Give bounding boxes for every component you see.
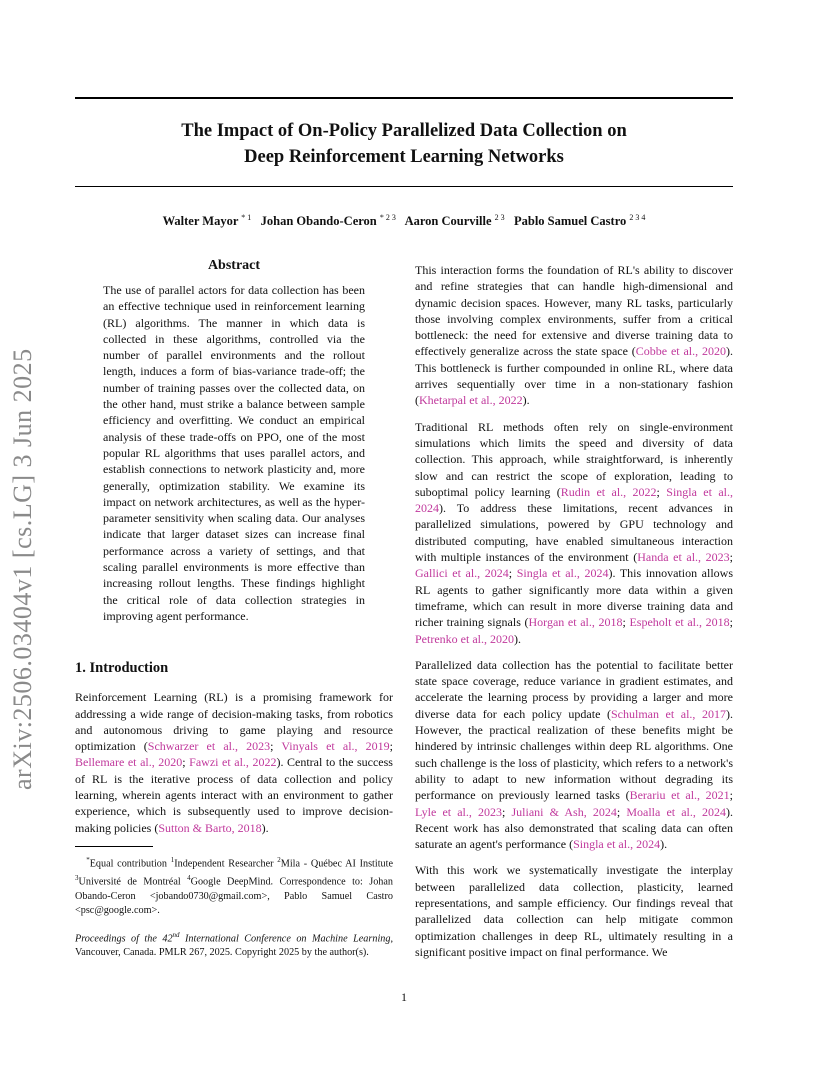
text-run: Equal contribution — [89, 858, 171, 870]
text-run: ). To address these limitations, recent advances in parallelized simulations, powered by GPU technology and distributed computing, have enabled simultaneous interaction with multiple instances of the environment ( — [415, 501, 733, 565]
text-run: Parallelized data collection has the potential to facilitate better state space coverage, reduce variance in gradient estimates, and accelerate the learning process by providing a larger and more diverse data for each policy update ( — [415, 657, 733, 721]
text-run: ; — [729, 788, 733, 803]
text-run: ; — [508, 566, 517, 581]
text-run: Reinforcement Learning (RL) is a promising framework for addressing a wide range of decision-making tasks, from robotics and autonomous driving to game playing and resource optimization ( — [75, 690, 393, 754]
title-line-2: Deep Reinforcement Learning Networks — [244, 147, 564, 167]
proceedings-note — [75, 928, 393, 960]
text-run: ; — [270, 739, 282, 754]
text-run: This interaction forms the foundation of RL's ability to discover and refine strategies that can handle high-dimensional and dynamic decision spaces. However, many RL tasks, particularly those involving complex environments, suffer from a critical bottleneck: the need for extensive and diverse training data to effectively generalize across the state space ( — [415, 263, 733, 359]
text-run: ). — [522, 393, 530, 408]
text-run: 42 — [162, 933, 173, 945]
citation-link[interactable]: Horgan et al., 2018 — [528, 615, 623, 630]
citation-link[interactable]: Bellemare et al., 2020 — [75, 755, 183, 770]
body-paragraph: With this work we systematically investigate the interplay between parallelized data collection, plasticity, learned representations, and sample efficiency. Our findings reveal that parallelized data collection can help mitigate common optimization challenges in deep RL, ultimately resulting in a significant positive impact on final performance. We — [415, 863, 733, 959]
citation-link[interactable]: Rudin et al., 2022 — [560, 484, 657, 499]
text-run: ). — [660, 837, 668, 852]
paper-title — [75, 118, 733, 170]
abstract-text: The use of parallel actors for data collection has been an effective technique used in reinforcement learning (RL) algorithms. The manner in which data is collected in these algorithms, controlled via the number of parallel environments and the rollout length, induces a form of bias-variance trade-off; the number of training passes over the collected data, on the other hand, must strike a balance between sample efficiency and overfitting. We conduct an empirical analysis of these trade-offs on PPO, one of the most popular RL algorithms that uses parallel actors, and establish connections to network plasticity and, more generally, optimization stability. We examine its impact on network architectures, as well as the hyper-parameter sensitivity when scaling data. Our analyses indicate that larger dataset sizes can increase final performance across a variety of settings, and that scaling parallel environments is more effective than increasing rollout lengths. These findings highlight the critical role of data collection strategies in improving agent performance. — [103, 283, 365, 623]
intro-paragraph — [75, 689, 393, 836]
author-name: Aaron Courville — [404, 214, 492, 229]
text-run: nd — [172, 930, 180, 939]
text-run: ). — [261, 820, 269, 835]
text-run: ). This bottleneck is further compounded in online RL, where data arrives sequentially over time in a non-stationary fashion ( — [415, 344, 733, 408]
text-run: ; — [389, 739, 393, 754]
text-run: Proceedings of the — [75, 933, 163, 945]
text-run: , Vancouver, Canada. PMLR 267, 2025. Copyright 2025 by the author(s). — [75, 933, 394, 959]
author-name: Walter Mayor — [162, 214, 239, 229]
citation-link[interactable]: Singla et al., 2024 — [415, 484, 733, 516]
body-paragraph — [415, 419, 733, 647]
text-run: ; — [182, 755, 190, 770]
text-run: Independent Researcher — [174, 858, 278, 870]
author-affil: * 2 3 — [379, 213, 396, 222]
right-column — [415, 262, 733, 970]
affiliation-footnote: *Equal contribution $^1$Independent Researcher $^2$Mila - Québec AI Institute $^3$Université de Montréal $^4$Google DeepMind. Correspondence to: Johan Obando-Ceron <jobando0730@gmail.com>, Pablo Samuel Castro <psc@google.com>. — [75, 855, 393, 916]
citation-link[interactable]: Petrenko et al., 2020 — [415, 631, 514, 646]
body-paragraph — [415, 262, 733, 409]
author-name: Pablo Samuel Castro — [514, 214, 627, 229]
arxiv-watermark: arXiv:2506.03404v1 [cs.LG] 3 Jun 2025 — [8, 348, 37, 790]
title-line-1: The Impact of On-Policy Parallelized Data Collection on — [181, 121, 627, 141]
citation-link[interactable]: Singla et al., 2024 — [573, 837, 661, 852]
text-run: Google DeepMind. Correspondence to: Johan Obando-Ceron <jobando0730@gmail.com>, Pablo Samuel Castro <psc@google.com>. — [75, 876, 393, 916]
text-run: ; — [729, 550, 733, 565]
citation-link[interactable]: Juliani & Ash, 2024 — [511, 804, 617, 819]
citation-link[interactable]: Handa et al., 2023 — [637, 550, 730, 565]
author-name: Johan Obando-Ceron — [260, 214, 377, 229]
citation-link[interactable]: Sutton & Barto, 2018 — [158, 820, 262, 835]
citation-link[interactable]: Gallici et al., 2024 — [415, 566, 509, 581]
author-affil: * 1 — [241, 213, 252, 222]
text-run: ). — [513, 631, 521, 646]
citation-link[interactable]: Khetarpal et al., 2022 — [419, 393, 523, 408]
text-run: ; — [729, 615, 733, 630]
author-affil: 2 3 — [494, 213, 505, 222]
citation-link[interactable]: Berariu et al., 2021 — [629, 788, 730, 803]
author-list — [75, 213, 733, 229]
citation-link[interactable]: Espeholt et al., 2018 — [629, 615, 730, 630]
text-run: ). Central to the success of RL is the iterative process of data collection and policy learning, wherein agents interact with an environment to gather experience, which is subsequently used to improve decision-making policies ( — [75, 755, 393, 835]
text-run: Mila - Québec AI Institute — [280, 858, 393, 870]
text-run: ). Recent work has also demonstrated that scaling data can often saturate an agent's performance ( — [415, 804, 734, 852]
citation-link[interactable]: Cobbe et al., 2020 — [635, 344, 726, 359]
text-run: ; — [622, 615, 630, 630]
text-run: International Conference on Machine Learning — [179, 933, 391, 945]
top-rule — [75, 97, 733, 99]
citation-link[interactable]: Schulman et al., 2017 — [610, 706, 726, 721]
citation-link[interactable]: Fawzi et al., 2022 — [189, 755, 277, 770]
citation-link[interactable]: Moalla et al., 2024 — [626, 804, 727, 819]
text-run: ). However, the practical realization of these benefits might be hindered by intrinsic challenges within deep RL algorithms. One such challenge is the loss of plasticity, which refers to a network's ability to adapt to new information without degrading its performance on previously learned tasks ( — [415, 706, 733, 803]
abstract-heading: Abstract — [207, 258, 261, 273]
body-paragraph — [415, 657, 733, 853]
citation-link[interactable]: Schwarzer et al., 2023 — [147, 739, 271, 754]
title-bottom-rule — [75, 186, 733, 187]
text-run: ; — [616, 804, 627, 819]
author-affil: 2 3 4 — [629, 213, 646, 222]
text-run: Université de Montréal — [78, 876, 188, 888]
citation-link[interactable]: Singla et al., 2024 — [516, 566, 609, 581]
citation-link[interactable]: Vinyals et al., 2019 — [281, 739, 390, 754]
citation-link[interactable]: Lyle et al., 2023 — [415, 804, 503, 819]
section-heading-introduction: 1. Introduction — [75, 660, 169, 677]
text-run: Traditional RL methods often rely on single-environment simulations which limits the speed and diversity of data collection. This approach, while straightforward, is inherently slow and can restrict the scope of exploration, leading to suboptimal policy learning ( — [415, 419, 733, 499]
footnote-rule — [75, 846, 153, 847]
text-run: ). This innovation allows RL agents to gather significantly more data within a given timeframe, which can result in more diverse training data and richer training signals ( — [415, 566, 733, 630]
text-run: ; — [502, 804, 512, 819]
text-run: ; — [656, 484, 667, 499]
page-number: 1 — [401, 990, 407, 1004]
left-column — [75, 258, 393, 960]
